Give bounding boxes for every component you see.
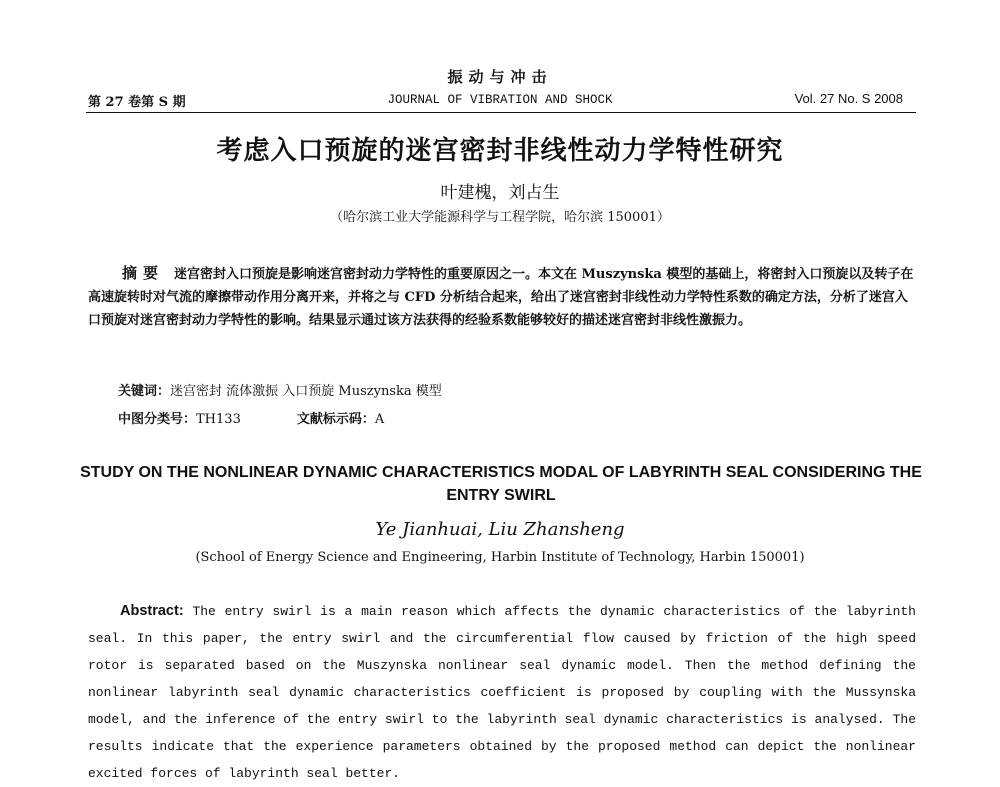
abstract-en: [88, 598, 916, 787]
doc-code-label: 文献标示码：: [296, 412, 375, 427]
issue-cn: 第 27 卷第 S 期: [88, 95, 186, 110]
paper-title-cn: 考虑入口预旋的迷宫密封非线性动力学特性研究: [216, 136, 784, 166]
abstract-label-cn: 摘要: [122, 264, 165, 282]
doc-code-value: A: [374, 412, 385, 427]
journal-name-cn: 振动与冲击: [447, 68, 553, 86]
class-label: 中图分类号：: [118, 412, 197, 427]
keywords-label: 关键词：: [118, 384, 171, 399]
abstract-label-en: Abstract:: [120, 603, 184, 619]
class-value: TH133: [196, 412, 241, 427]
abstract-text-en: The entry swirl is a main reason which affects the dynamic characteristics of the labyrinth seal. In this paper, the entry swirl and the circumferential flow caused by friction of the high speed rotor is separated based on the Muszynska nonlinear seal dynamic model. Then the method defining the nonlinear labyrinth seal dynamic characteristics coefficient is proposed by coupling with the Mussynska model, and the inference of the entry swirl to the labyrinth seal dynamic characteristics is analysed. The results indicate that the experience parameters obtained by the proposed method can depict the nonlinear excited forces of labyrinth seal better.: [88, 604, 916, 781]
keywords-cn: [118, 380, 442, 399]
abstract-text-cn: 迷宫密封入口预旋是影响迷宫密封动力学特性的重要原因之一。本文在 Muszynska 模型的基础上，将密封入口预旋以及转子在高速旋转时对气流的摩擦带动作用分离开来，并将之与 CFD 分析结合起来，给出了迷宫密封非线性动力学特性系数的确定方法，分析了迷宫入口预旋对迷宫密封动力学特性的影响。结果显示通过该方法获得的经验系数能够较好的描述迷宫密封非线性激振力。: [88, 267, 914, 328]
keywords-text: 迷宫密封 流体激振 入口预旋 Muszynska 模型: [170, 384, 442, 399]
affiliation-cn: （哈尔滨工业大学能源科学与工程学院，哈尔滨 150001）: [330, 210, 670, 225]
journal-name-en: JOURNAL OF VIBRATION AND SHOCK: [387, 93, 613, 107]
abstract-cn: [88, 262, 916, 332]
issue-en: Vol. 27 No. S 2008: [794, 91, 903, 106]
affiliation-en: (School of Energy Science and Engineering, Harbin Institute of Technology, Harbin 150001): [195, 550, 805, 565]
header-rule: [86, 112, 916, 113]
authors-en: Ye Jianhuai, Liu Zhansheng: [375, 519, 625, 540]
classification-line: [118, 408, 440, 427]
authors-cn: 叶建槐，刘占生: [440, 183, 560, 203]
paper-title-en: STUDY ON THE NONLINEAR DYNAMIC CHARACTERISTICS MODAL OF LABYRINTH SEAL CONSIDERING THE ENTRY SWIRL: [80, 464, 922, 504]
